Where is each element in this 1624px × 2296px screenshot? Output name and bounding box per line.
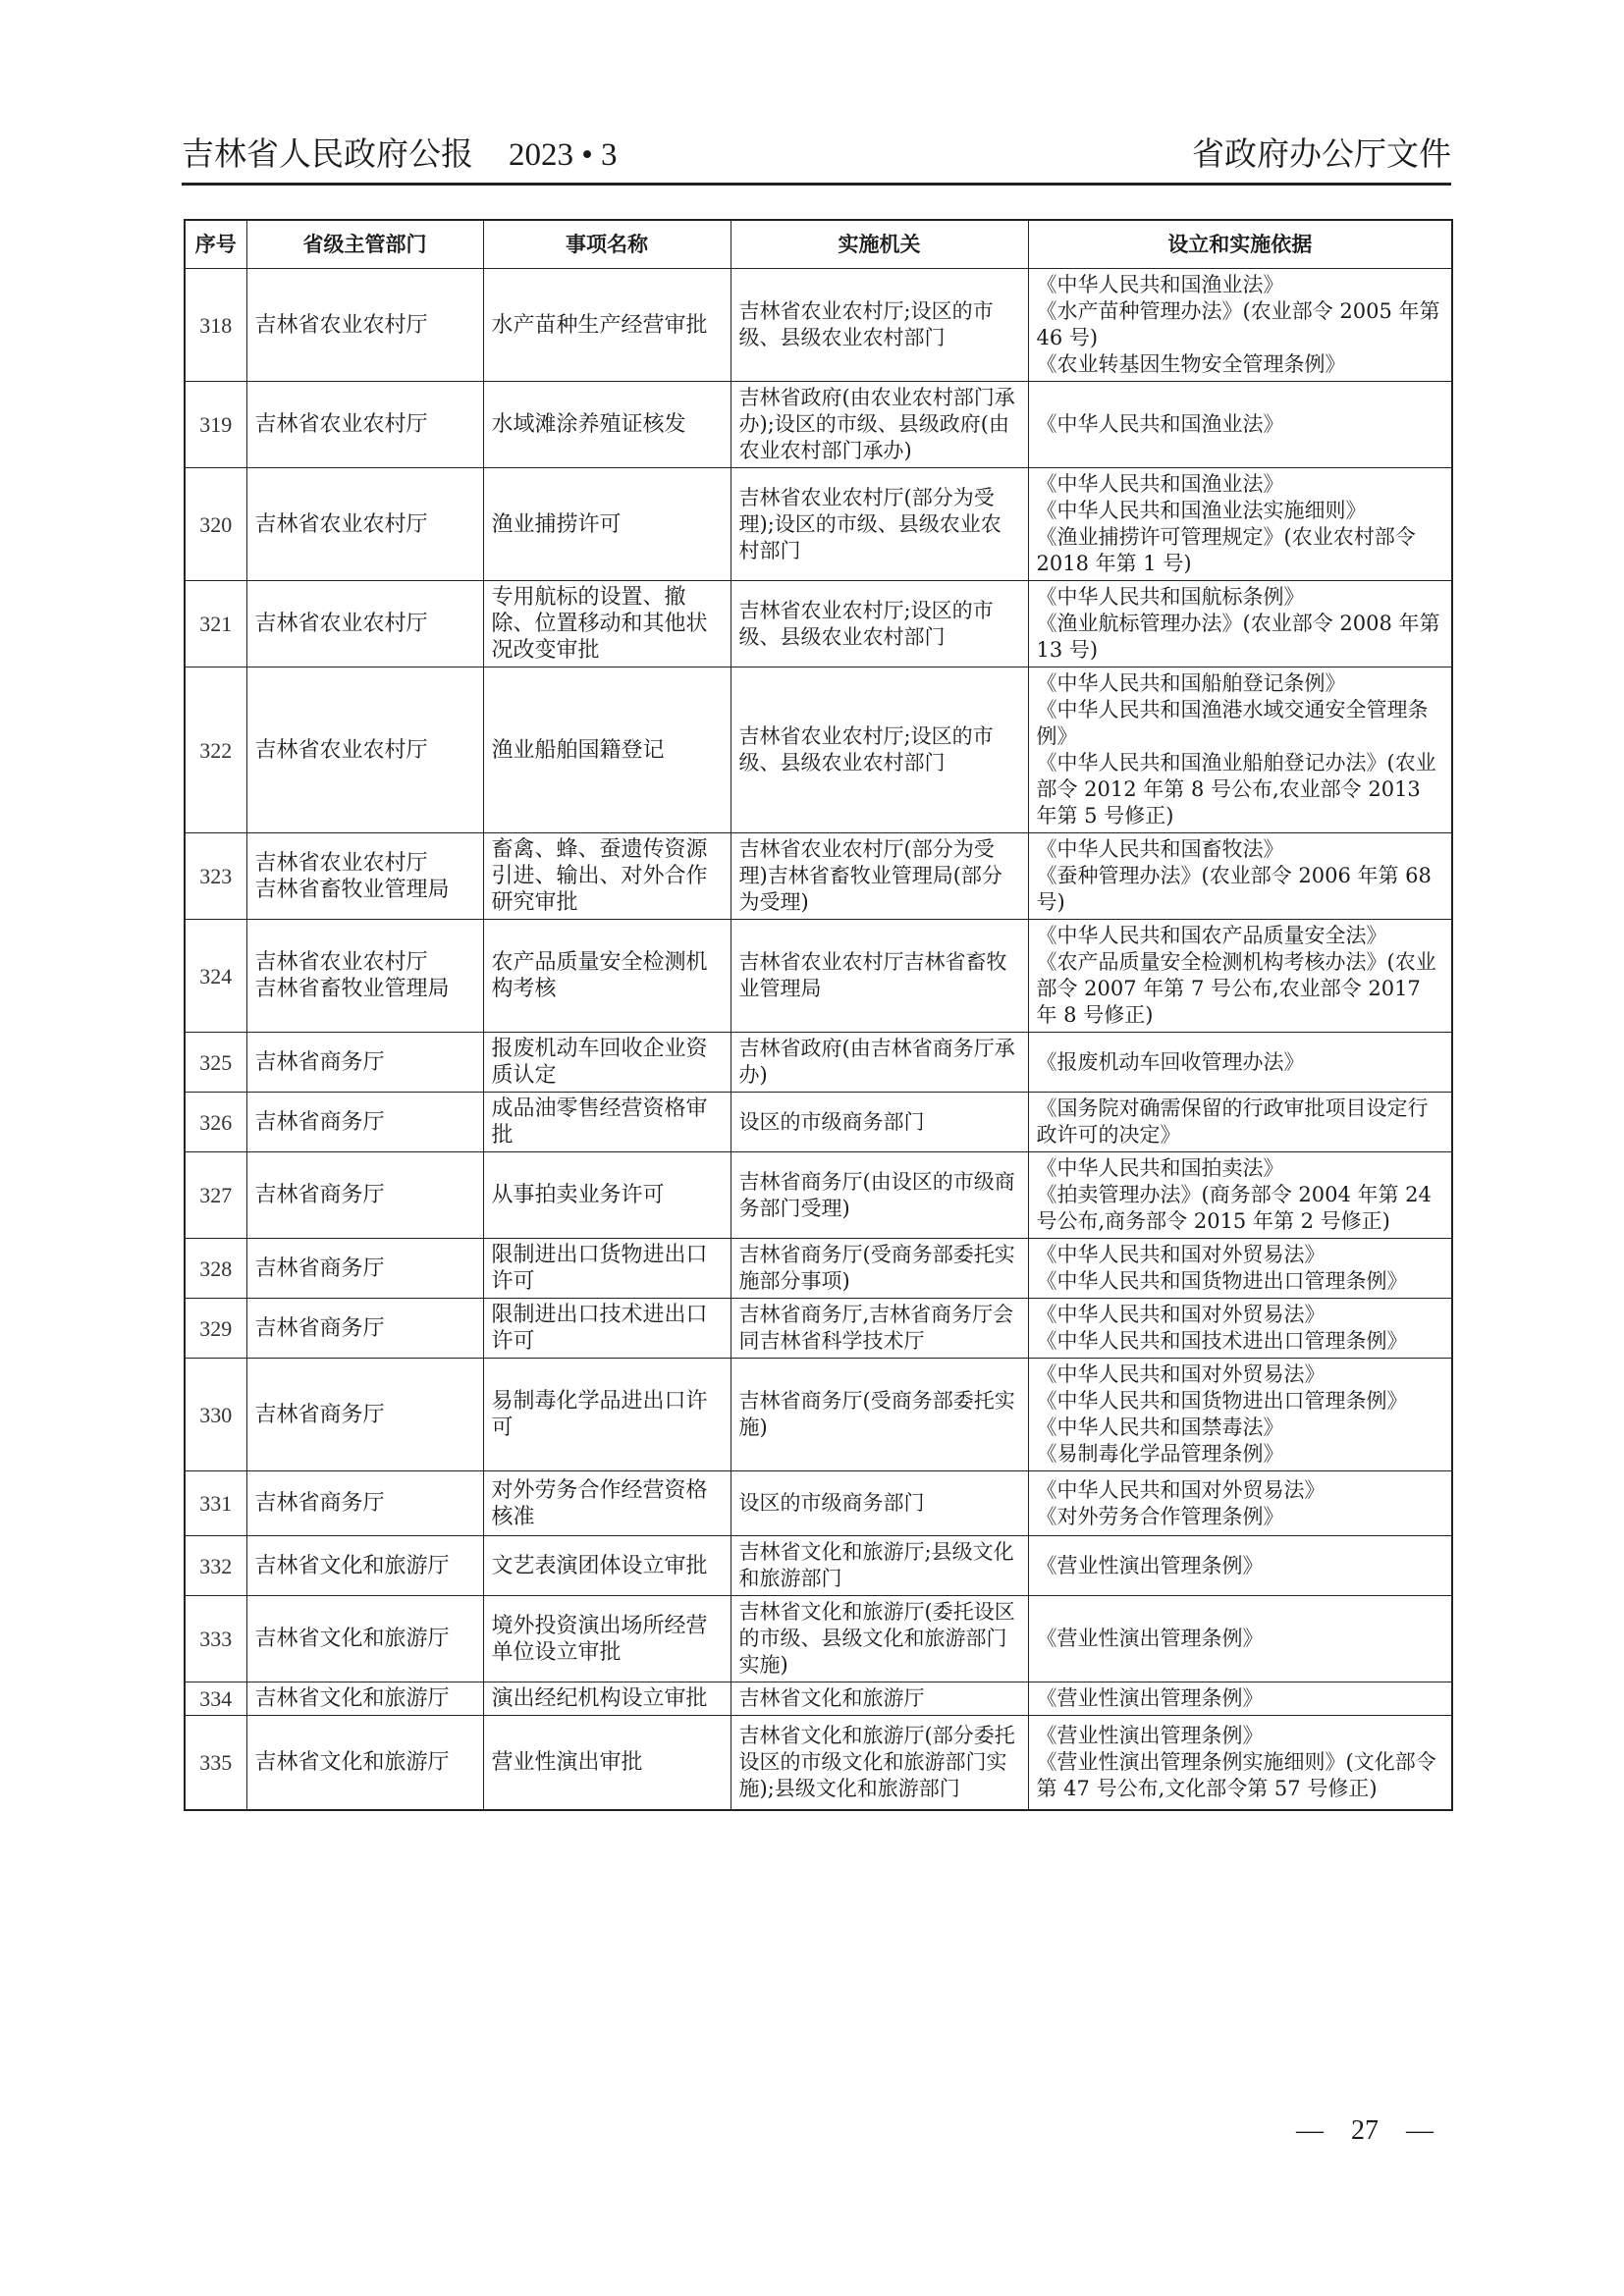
- approval-items-table: [184, 219, 1453, 1811]
- dept-line: 吉林省文化和旅游厅: [254, 1553, 450, 1578]
- dept-line: 吉林省畜牧业管理局: [254, 877, 450, 902]
- dept-line: 吉林省商务厅: [254, 1491, 385, 1516]
- row-item: 成品油零售经营资格审批: [483, 1093, 731, 1152]
- row-agency: 吉林省政府(由农业农村部门承办);设区的市级、县级政府(由农业农村部门承办): [731, 382, 1028, 468]
- basis-line: 《营业性演出管理条例实施细则》(文化部令第 47 号公布,文化部令第 57 号修正): [1036, 1749, 1436, 1800]
- row-number: 328: [185, 1239, 246, 1299]
- row-number: 324: [185, 920, 246, 1033]
- row-agency: 吉林省商务厅,吉林省商务厅会同吉林省科学技术厅: [731, 1299, 1028, 1359]
- journal-name: 吉林省人民政府公报: [182, 134, 473, 173]
- table-row: [185, 1471, 1452, 1536]
- dept-line: 吉林省农业农村厅: [254, 511, 428, 537]
- dept-line: 吉林省文化和旅游厅: [254, 1627, 450, 1651]
- row-item: 水产苗种生产经营审批: [483, 269, 731, 382]
- row-basis: [1028, 1239, 1452, 1299]
- row-dept: [246, 1596, 483, 1682]
- row-number: 320: [185, 468, 246, 581]
- dept-line: 吉林省农业农村厅: [254, 850, 428, 876]
- row-item: 农产品质量安全检测机构考核: [483, 920, 731, 1033]
- page-number: 27: [1351, 2115, 1379, 2146]
- row-item: 限制进出口货物进出口许可: [483, 1239, 731, 1299]
- basis-line: 《营业性演出管理条例》: [1036, 1686, 1264, 1710]
- dept-line: 吉林省商务厅: [254, 1402, 385, 1427]
- col-header-no: 序号: [185, 220, 246, 269]
- page-header: [182, 128, 1451, 186]
- basis-line: 《中华人民共和国对外贸易法》: [1036, 1362, 1326, 1386]
- table-body: [185, 269, 1452, 1810]
- row-dept: [246, 833, 483, 920]
- table-row: [185, 667, 1452, 833]
- table-row: [185, 1239, 1452, 1299]
- basis-line: 《中华人民共和国农产品质量安全法》: [1036, 924, 1387, 947]
- row-agency: 吉林省商务厅(受商务部委托实施部分事项): [731, 1239, 1028, 1299]
- dept-line: 吉林省商务厅: [254, 1183, 385, 1207]
- row-number: 323: [185, 833, 246, 920]
- row-dept: [246, 468, 483, 581]
- footer-dash-right: —: [1406, 2115, 1434, 2146]
- row-item: 畜禽、蜂、蚕遗传资源引进、输出、对外合作研究审批: [483, 833, 731, 920]
- row-number: 321: [185, 581, 246, 667]
- row-number: 334: [185, 1682, 246, 1716]
- row-item: 专用航标的设置、撤除、位置移动和其他状况改变审批: [483, 581, 731, 667]
- basis-line: 《报废机动车回收管理办法》: [1036, 1049, 1305, 1074]
- row-agency: 吉林省农业农村厅;设区的市级、县级农业农村部门: [731, 269, 1028, 382]
- row-agency: 吉林省农业农村厅(部分为受理)吉林省畜牧业管理局(部分为受理): [731, 833, 1028, 920]
- basis-line: 《国务院对确需保留的行政审批项目设定行政许可的决定》: [1036, 1096, 1429, 1147]
- table-row: [185, 382, 1452, 468]
- row-agency: 吉林省文化和旅游厅: [731, 1682, 1028, 1716]
- row-basis: [1028, 1152, 1452, 1239]
- row-basis: [1028, 1471, 1452, 1536]
- basis-line: 《易制毒化学品管理条例》: [1036, 1442, 1284, 1466]
- row-agency: 吉林省商务厅(由设区的市级商务部门受理): [731, 1152, 1028, 1239]
- row-dept: [246, 1152, 483, 1239]
- table-row: [185, 581, 1452, 667]
- row-basis: [1028, 1093, 1452, 1152]
- row-dept: [246, 382, 483, 468]
- row-item: 从事拍卖业务许可: [483, 1152, 731, 1239]
- basis-line: 《中华人民共和国渔业法实施细则》: [1036, 499, 1367, 522]
- table-row: [185, 468, 1452, 581]
- basis-line: 《中华人民共和国禁毒法》: [1036, 1415, 1284, 1439]
- row-agency: 吉林省农业农村厅(部分为受理);设区的市级、县级农业农村部门: [731, 468, 1028, 581]
- basis-line: 《蚕种管理办法》(农业部令 2006 年第 68 号): [1036, 864, 1432, 914]
- row-dept: [246, 581, 483, 667]
- basis-line: 《营业性演出管理条例》: [1036, 1723, 1264, 1747]
- table-header-row: [185, 220, 1452, 269]
- basis-line: 《渔业航标管理办法》(农业部令 2008 年第 13 号): [1036, 612, 1440, 662]
- dept-line: 吉林省农业农村厅: [254, 312, 428, 338]
- dept-line: 吉林省文化和旅游厅: [254, 1686, 450, 1711]
- basis-line: 《营业性演出管理条例》: [1036, 1553, 1264, 1577]
- basis-line: 《中华人民共和国拍卖法》: [1036, 1156, 1284, 1180]
- col-header-basis: 设立和实施依据: [1028, 220, 1452, 269]
- basis-line: 《中华人民共和国渔业法》: [1036, 472, 1284, 496]
- row-agency: 吉林省文化和旅游厅(部分委托设区的市级文化和旅游部门实施);县级文化和旅游部门: [731, 1716, 1028, 1810]
- table-row: [185, 1682, 1452, 1716]
- row-agency: 吉林省农业农村厅吉林省畜牧业管理局: [731, 920, 1028, 1033]
- basis-line: 《中华人民共和国对外贸易法》: [1036, 1243, 1326, 1266]
- dept-line: 吉林省文化和旅游厅: [254, 1749, 450, 1775]
- row-agency: 设区的市级商务部门: [731, 1471, 1028, 1536]
- row-agency: 吉林省文化和旅游厅;县级文化和旅游部门: [731, 1536, 1028, 1596]
- row-item: 限制进出口技术进出口许可: [483, 1299, 731, 1359]
- row-number: 330: [185, 1359, 246, 1471]
- table-row: [185, 1596, 1452, 1682]
- row-basis: [1028, 1682, 1452, 1716]
- table-row: [185, 1536, 1452, 1596]
- row-item: 境外投资演出场所经营单位设立审批: [483, 1596, 731, 1682]
- row-basis: [1028, 667, 1452, 833]
- page-footer: [1282, 2115, 1447, 2147]
- row-dept: [246, 1682, 483, 1716]
- journal-title: [182, 129, 618, 175]
- row-number: 331: [185, 1471, 246, 1536]
- dept-line: 吉林省农业农村厅: [254, 737, 428, 763]
- row-dept: [246, 1093, 483, 1152]
- row-agency: 吉林省商务厅(受商务部委托实施): [731, 1359, 1028, 1471]
- table-row: [185, 1359, 1452, 1471]
- row-dept: [246, 1299, 483, 1359]
- row-basis: [1028, 1596, 1452, 1682]
- row-dept: [246, 1239, 483, 1299]
- row-number: 332: [185, 1536, 246, 1596]
- table-row: [185, 1299, 1452, 1359]
- dept-line: 吉林省商务厅: [254, 1109, 385, 1135]
- row-item: 文艺表演团体设立审批: [483, 1536, 731, 1596]
- dept-line: 吉林省商务厅: [254, 1315, 385, 1341]
- row-agency: 吉林省政府(由吉林省商务厅承办): [731, 1033, 1028, 1093]
- row-item: 营业性演出审批: [483, 1716, 731, 1810]
- row-basis: [1028, 833, 1452, 920]
- row-basis: [1028, 920, 1452, 1033]
- table-row: [185, 269, 1452, 382]
- dept-line: 吉林省商务厅: [254, 1255, 385, 1281]
- table-row: [185, 1152, 1452, 1239]
- row-number: 329: [185, 1299, 246, 1359]
- table-row: [185, 1093, 1452, 1152]
- basis-line: 《中华人民共和国技术进出口管理条例》: [1036, 1329, 1408, 1353]
- table-row: [185, 920, 1452, 1033]
- row-basis: [1028, 1716, 1452, 1810]
- basis-line: 《中华人民共和国渔港水域交通安全管理条例》: [1036, 698, 1429, 748]
- row-item: 渔业捕捞许可: [483, 468, 731, 581]
- basis-line: 《中华人民共和国渔业船舶登记办法》(农业部令 2012 年第 8 号公布,农业部令 2013 年第 5 号修正): [1036, 751, 1436, 828]
- row-agency: 设区的市级商务部门: [731, 1093, 1028, 1152]
- basis-line: 《对外劳务合作管理条例》: [1036, 1504, 1284, 1528]
- row-number: 325: [185, 1033, 246, 1093]
- basis-line: 《中华人民共和国货物进出口管理条例》: [1036, 1389, 1408, 1413]
- row-basis: [1028, 1299, 1452, 1359]
- basis-line: 《中华人民共和国对外贸易法》: [1036, 1477, 1326, 1502]
- row-basis: [1028, 1033, 1452, 1093]
- row-item: 水域滩涂养殖证核发: [483, 382, 731, 468]
- basis-line: 《中华人民共和国航标条例》: [1036, 585, 1305, 609]
- footer-dash-left: —: [1296, 2115, 1324, 2146]
- row-item: 对外劳务合作经营资格核准: [483, 1471, 731, 1536]
- row-item: 演出经纪机构设立审批: [483, 1682, 731, 1716]
- row-dept: [246, 1359, 483, 1471]
- basis-line: 《农业转基因生物安全管理条例》: [1036, 352, 1346, 376]
- col-header-agency: 实施机关: [731, 220, 1028, 269]
- basis-line: 《中华人民共和国渔业法》: [1036, 273, 1284, 296]
- basis-line: 《中华人民共和国对外贸易法》: [1036, 1303, 1326, 1326]
- row-basis: [1028, 468, 1452, 581]
- row-number: 322: [185, 667, 246, 833]
- dept-line: 吉林省商务厅: [254, 1049, 385, 1075]
- row-dept: [246, 1536, 483, 1596]
- row-agency: 吉林省文化和旅游厅(委托设区的市级、县级文化和旅游部门实施): [731, 1596, 1028, 1682]
- basis-line: 《农产品质量安全检测机构考核办法》(农业部令 2007 年第 7 号公布,农业部令 2017 年 8 号修正): [1036, 950, 1436, 1027]
- basis-line: 《拍卖管理办法》(商务部令 2004 年第 24 号公布,商务部令 2015 年第 2 号修正): [1036, 1183, 1432, 1233]
- row-item: 渔业船舶国籍登记: [483, 667, 731, 833]
- section-title: 省政府办公厅文件: [1192, 134, 1451, 173]
- row-dept: [246, 1033, 483, 1093]
- basis-line: 《中华人民共和国渔业法》: [1036, 412, 1284, 436]
- basis-line: 《水产苗种管理办法》(农业部令 2005 年第 46 号): [1036, 299, 1440, 349]
- dept-line: 吉林省农业农村厅: [254, 950, 428, 975]
- row-basis: [1028, 1359, 1452, 1471]
- row-dept: [246, 269, 483, 382]
- dept-line: 吉林省农业农村厅: [254, 612, 428, 636]
- basis-line: 《中华人民共和国畜牧法》: [1036, 837, 1284, 861]
- basis-line: 《中华人民共和国货物进出口管理条例》: [1036, 1269, 1408, 1293]
- row-item: 易制毒化学品进出口许可: [483, 1359, 731, 1471]
- row-agency: 吉林省农业农村厅;设区的市级、县级农业农村部门: [731, 667, 1028, 833]
- col-header-item: 事项名称: [483, 220, 731, 269]
- row-number: 333: [185, 1596, 246, 1682]
- basis-line: 《渔业捕捞许可管理规定》(农业农村部令 2018 年第 1 号): [1036, 525, 1416, 575]
- row-basis: [1028, 1536, 1452, 1596]
- row-number: 327: [185, 1152, 246, 1239]
- journal-issue: 2023 • 3: [509, 137, 618, 173]
- dept-line: 吉林省畜牧业管理局: [254, 977, 450, 1001]
- table-row: [185, 1033, 1452, 1093]
- dept-line: 吉林省农业农村厅: [254, 412, 428, 437]
- basis-line: 《营业性演出管理条例》: [1036, 1627, 1264, 1650]
- table-row: [185, 1716, 1452, 1810]
- row-number: 318: [185, 269, 246, 382]
- row-basis: [1028, 269, 1452, 382]
- basis-line: 《中华人民共和国船舶登记条例》: [1036, 671, 1346, 695]
- row-basis: [1028, 382, 1452, 468]
- row-number: 319: [185, 382, 246, 468]
- table-row: [185, 833, 1452, 920]
- col-header-dept: 省级主管部门: [246, 220, 483, 269]
- row-dept: [246, 1471, 483, 1536]
- row-agency: 吉林省农业农村厅;设区的市级、县级农业农村部门: [731, 581, 1028, 667]
- row-number: 335: [185, 1716, 246, 1810]
- row-dept: [246, 1716, 483, 1810]
- row-basis: [1028, 581, 1452, 667]
- row-item: 报废机动车回收企业资质认定: [483, 1033, 731, 1093]
- row-dept: [246, 920, 483, 1033]
- row-number: 326: [185, 1093, 246, 1152]
- row-dept: [246, 667, 483, 833]
